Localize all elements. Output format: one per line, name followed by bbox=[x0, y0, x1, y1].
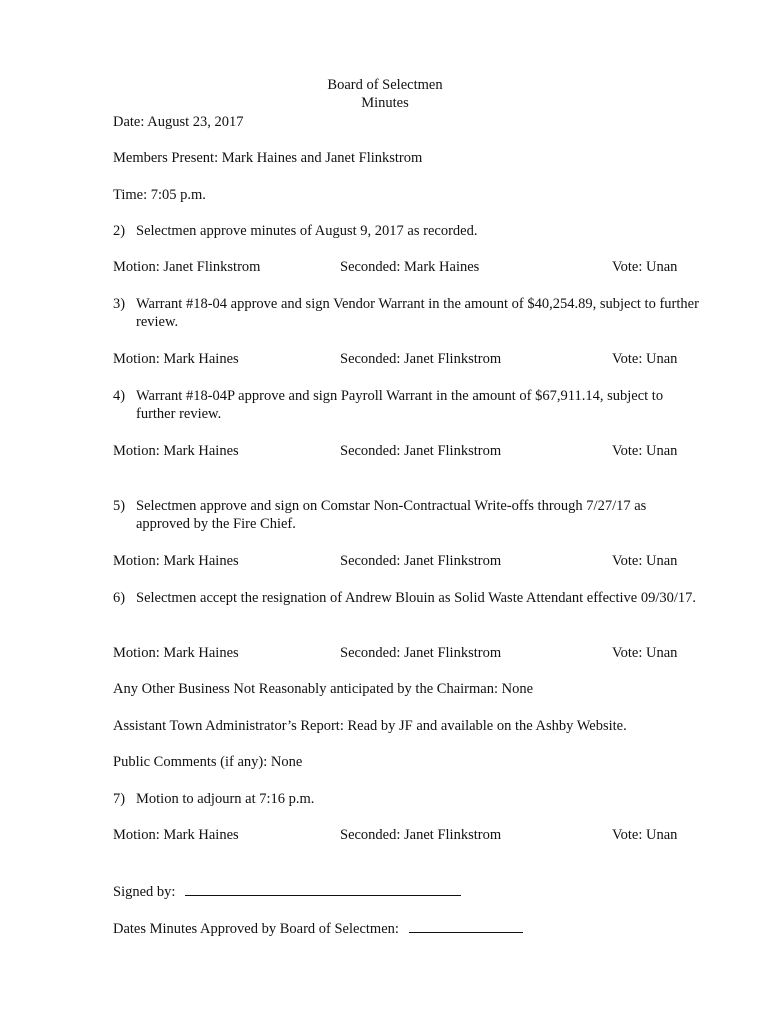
item-text: Warrant #18-04 approve and sign Vendor Warrant in the amount of $40,254.89, subject to further review. bbox=[136, 296, 699, 330]
agenda-item bbox=[113, 387, 703, 423]
approval-date-line[interactable] bbox=[409, 918, 523, 933]
item-number: 5) bbox=[113, 498, 126, 514]
item-number: 3) bbox=[113, 296, 126, 312]
vote-result: Vote: Unan bbox=[612, 827, 678, 843]
admin-report: Assistant Town Administrator’s Report: Read by JF and available on the Ashby Website. bbox=[113, 718, 627, 734]
public-comments: Public Comments (if any): None bbox=[113, 754, 303, 770]
item-text: Motion to adjourn at 7:16 p.m. bbox=[136, 791, 315, 807]
seconded-by: Seconded: Janet Flinkstrom bbox=[340, 645, 502, 661]
vote-result: Vote: Unan bbox=[612, 351, 678, 367]
item-number: 2) bbox=[113, 223, 126, 239]
seconded-by: Seconded: Janet Flinkstrom bbox=[340, 553, 502, 569]
vote-result: Vote: Unan bbox=[612, 259, 678, 275]
agenda-item bbox=[113, 497, 703, 533]
item-text: Selectmen accept the resignation of Andrew Blouin as Solid Waste Attendant effective 09/30/17. bbox=[136, 590, 697, 606]
document-subtitle: Minutes bbox=[361, 95, 409, 111]
item-text: Selectmen approve and sign on Comstar Non-Contractual Write-offs through 7/27/17 as approved by the Fire Chief. bbox=[136, 498, 647, 532]
meeting-time: Time: 7:05 p.m. bbox=[113, 187, 206, 203]
motion-by: Motion: Mark Haines bbox=[113, 351, 239, 367]
motion-by: Motion: Mark Haines bbox=[113, 443, 239, 459]
agenda-item bbox=[113, 790, 703, 808]
signed-by-label: Signed by: bbox=[113, 884, 176, 900]
seconded-by: Seconded: Janet Flinkstrom bbox=[340, 443, 502, 459]
item-number: 6) bbox=[113, 590, 126, 606]
motion-by: Motion: Mark Haines bbox=[113, 553, 239, 569]
motion-by: Motion: Mark Haines bbox=[113, 645, 239, 661]
vote-result: Vote: Unan bbox=[612, 553, 678, 569]
agenda-item bbox=[113, 589, 703, 607]
motion-by: Motion: Mark Haines bbox=[113, 827, 239, 843]
seconded-by: Seconded: Janet Flinkstrom bbox=[340, 827, 502, 843]
item-text: Warrant #18-04P approve and sign Payroll Warrant in the amount of $67,911.14, subject to further review. bbox=[136, 388, 664, 422]
approval-date-label: Dates Minutes Approved by Board of Selectmen: bbox=[113, 921, 399, 937]
document-title: Board of Selectmen bbox=[327, 77, 443, 93]
motion-by: Motion: Janet Flinkstrom bbox=[113, 259, 261, 275]
item-number: 7) bbox=[113, 791, 126, 807]
agenda-item bbox=[113, 222, 703, 240]
vote-result: Vote: Unan bbox=[612, 645, 678, 661]
approval-date-row bbox=[113, 918, 523, 938]
members-present: Members Present: Mark Haines and Janet Flinkstrom bbox=[113, 150, 423, 166]
signed-by-row bbox=[113, 881, 461, 901]
agenda-item bbox=[113, 295, 703, 331]
seconded-by: Seconded: Mark Haines bbox=[340, 259, 480, 275]
vote-result: Vote: Unan bbox=[612, 443, 678, 459]
signature-line[interactable] bbox=[185, 881, 461, 896]
item-number: 4) bbox=[113, 388, 126, 404]
item-text: Selectmen approve minutes of August 9, 2017 as recorded. bbox=[136, 223, 478, 239]
meeting-date: Date: August 23, 2017 bbox=[113, 114, 244, 130]
other-business: Any Other Business Not Reasonably anticipated by the Chairman: None bbox=[113, 681, 534, 697]
seconded-by: Seconded: Janet Flinkstrom bbox=[340, 351, 502, 367]
